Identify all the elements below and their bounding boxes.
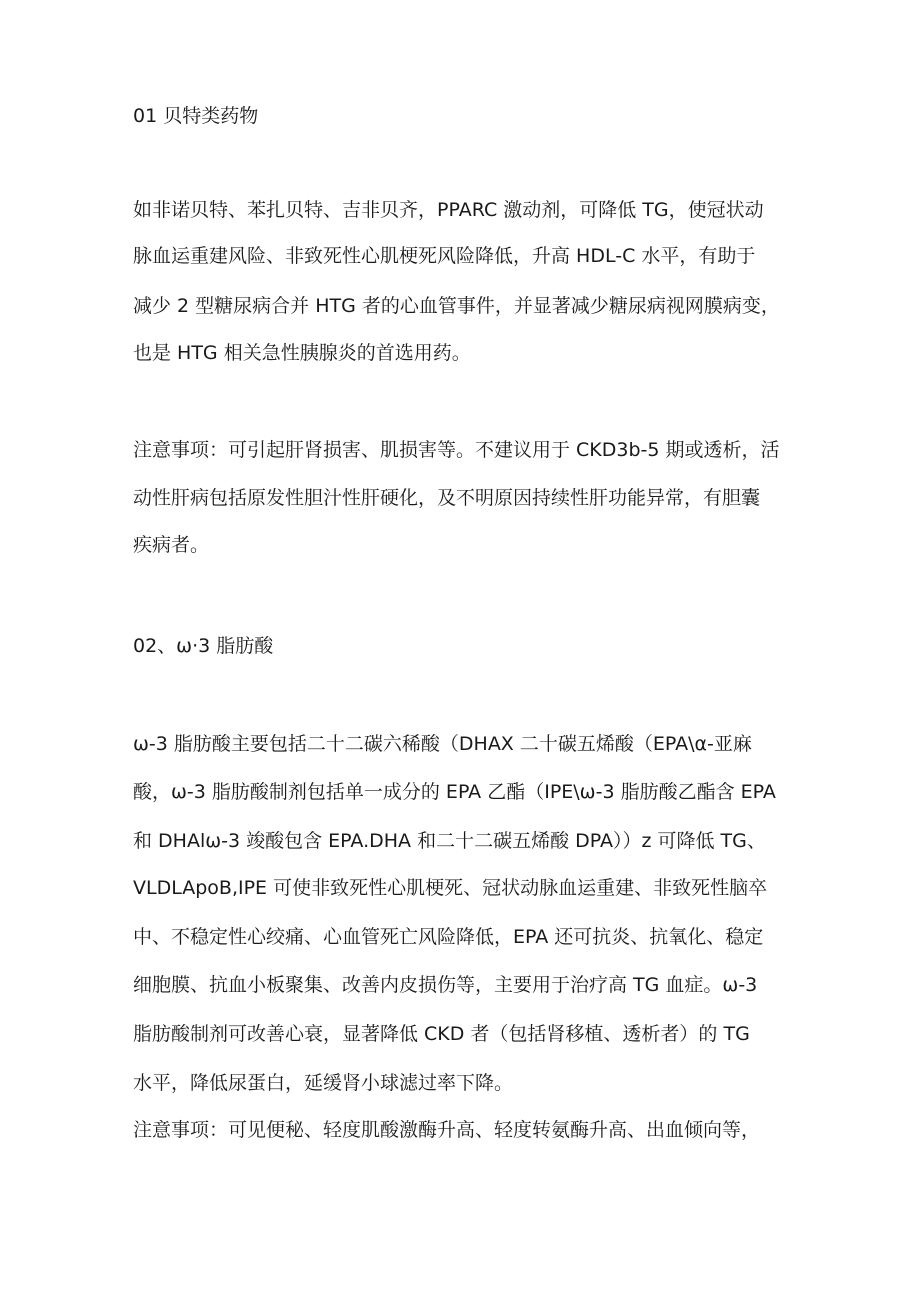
section-heading-fibrates: 01 贝特类药物	[133, 105, 259, 127]
paragraph-line: 脉血运重建风险、非致死性心肌梗死风险降低，升高 HDL-C 水平，有助于	[133, 245, 756, 267]
paragraph-line: 中、不稳定性心绞痛、心血管死亡风险降低，EPA 还可抗炎、抗氧化、稳定	[133, 926, 764, 948]
paragraph-line: 减少 2 型糖尿病合并 HTG 者的心血管事件，并显著减少糖尿病视网膜病变，	[133, 295, 780, 317]
paragraph-line: 动性肝病包括原发性胆汁性肝硬化，及不明原因持续性肝功能异常，有胆囊	[133, 487, 761, 509]
paragraph-line: 疾病者。	[133, 534, 210, 556]
paragraph-line: 也是 HTG 相关急性胰腺炎的首选用药。	[133, 342, 471, 364]
paragraph-line: ω-3 脂肪酸主要包括二十二碳六稀酸（DHAX 二十碳五烯酸（EPA\α-亚麻	[133, 733, 752, 755]
section-heading-omega3: 02、ω·3 脂肪酸	[133, 635, 274, 657]
paragraph-line: 水平，降低尿蛋白，延缓肾小球滤过率下降。	[133, 1072, 514, 1094]
paragraph-line: 脂肪酸制剂可改善心衰，显著降低 CKD 者（包括肾移植、透析者）的 TG	[133, 1023, 750, 1045]
paragraph-line: 注意事项：可引起肝肾损害、肌损害等。不建议用于 CKD3b-5 期或透析，活	[133, 439, 780, 461]
paragraph-line: 如非诺贝特、苯扎贝特、吉非贝齐，PPARC 激动剂，可降低 TG，使冠状动	[133, 199, 764, 221]
paragraph-line: 酸，ω-3 脂肪酸制剂包括单一成分的 EPA 乙酯（IPE\ω-3 脂肪酸乙酯含 EPA	[133, 781, 776, 803]
paragraph-line: 注意事项：可见便秘、轻度肌酸激酶升高、轻度转氨酶升高、出血倾向等，	[133, 1119, 761, 1141]
paragraph-line: 细胞膜、抗血小板聚集、改善内皮损伤等，主要用于治疗高 TG 血症。ω-3	[133, 974, 758, 996]
paragraph-line: 和 DHAlω-3 竣酸包含 EPA.DHA 和二十二碳五烯酸 DPA））z 可降低 TG、	[133, 830, 766, 852]
paragraph-line: VLDLApoB,IPE 可使非致死性心肌梗死、冠状动脉血运重建、非致死性脑卒	[133, 877, 768, 899]
